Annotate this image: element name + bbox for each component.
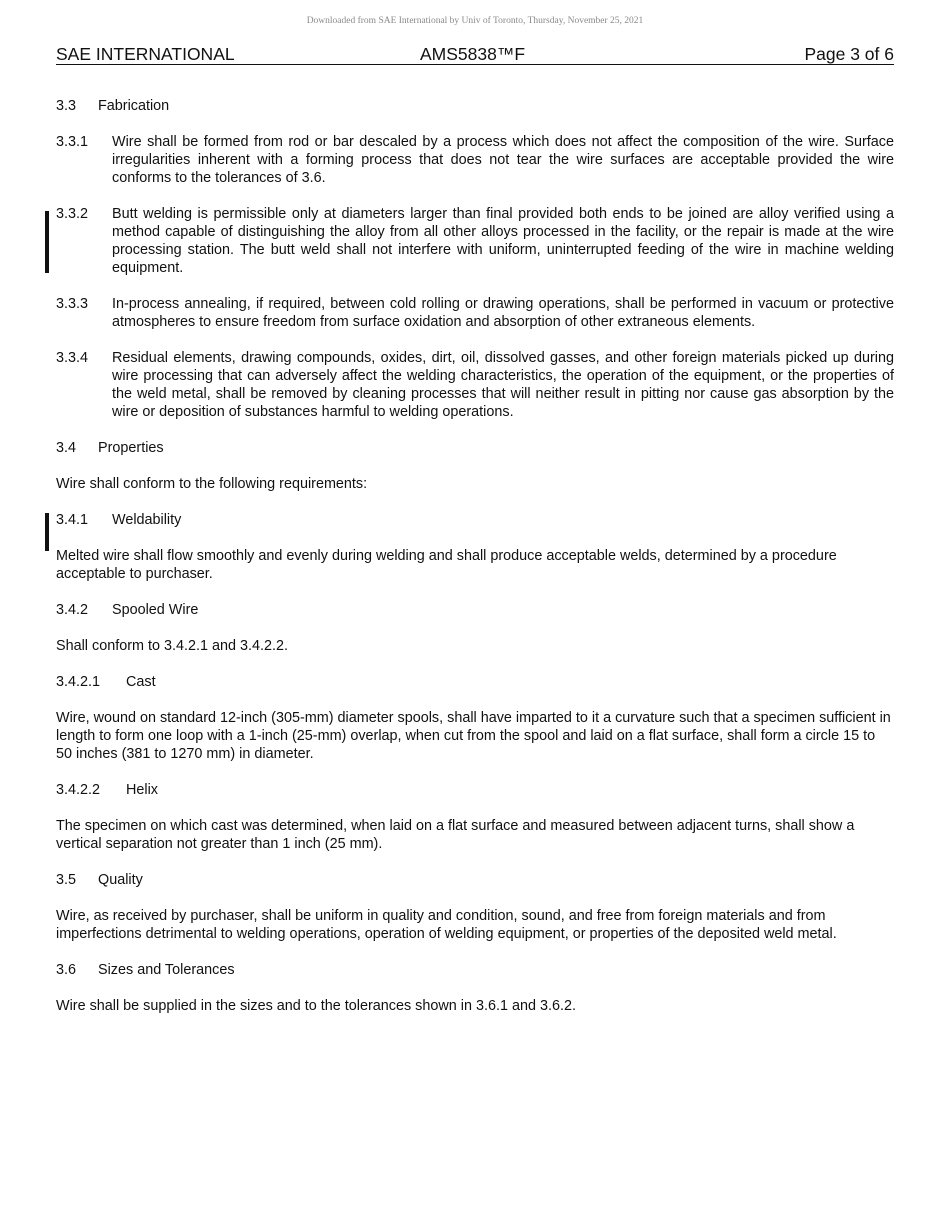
list-item (56, 205, 894, 277)
item-text: Butt welding is permissible only at diameters larger than final provided both ends to be joined are alloy verified using a method capable of distinguishing the alloy from all other alloys processed in the facility, or the repair is made at the wire processing station. The butt weld shall not interfere with uniform, uninterrupted feeding of the wire in machine welding equipment. (112, 206, 894, 276)
header-page-number: Page 3 of 6 (804, 44, 894, 64)
section-paragraph: Melted wire shall flow smoothly and evenly during welding and shall produce acceptable welds, determined by a procedure acceptable to purchaser. (56, 548, 837, 582)
section-title: Weldability (112, 512, 182, 528)
section-title: Quality (98, 872, 143, 888)
section-paragraph: The specimen on which cast was determined, when laid on a flat surface and measured between adjacent turns, shall show a vertical separation not greater than 1 inch (25 mm). (56, 818, 855, 852)
section-number: 3.4.2 (56, 602, 89, 618)
page-header (56, 44, 894, 65)
list-item (56, 349, 894, 421)
section-heading-3-4-2-1 (56, 673, 894, 691)
revision-change-bar (45, 211, 49, 273)
section-title: Properties (98, 440, 164, 456)
section-number: 3.4 (56, 440, 77, 456)
section-paragraph: Wire shall conform to the following requirements: (56, 476, 368, 492)
section-heading-3-5 (56, 871, 894, 889)
section-heading-3-4-1 (56, 511, 894, 529)
section-title: Sizes and Tolerances (98, 962, 235, 978)
document-body (56, 97, 894, 1015)
section-number: 3.4.1 (56, 512, 89, 528)
list-item (56, 295, 894, 331)
item-text: In-process annealing, if required, between cold rolling or drawing operations, shall be performed in vacuum or protective atmospheres to ensure freedom from surface oxidation and absorption of other extraneous elements. (112, 296, 894, 330)
section-number: 3.4.2.1 (56, 674, 101, 690)
header-organization: SAE INTERNATIONAL (56, 44, 235, 64)
section-number: 3.4.2.2 (56, 782, 101, 798)
section-number: 3.6 (56, 962, 77, 978)
section-title: Spooled Wire (112, 602, 199, 618)
revision-change-bar (45, 513, 49, 551)
item-number: 3.3.3 (56, 296, 89, 312)
item-number: 3.3.2 (56, 206, 89, 222)
item-text: Wire shall be formed from rod or bar descaled by a process which does not affect the composition of the wire. Surface irregularities inherent with a forming process that does not tear the wire surfaces are acceptable provided the wire conforms to the tolerances of 3.6. (112, 134, 894, 186)
section-number: 3.5 (56, 872, 77, 888)
section-heading-3-4 (56, 439, 894, 457)
section-paragraph: Wire shall be supplied in the sizes and to the tolerances shown in 3.6.1 and 3.6.2. (56, 998, 576, 1014)
download-watermark: Downloaded from SAE International by Univ of Toronto, Thursday, November 25, 2021 (306, 16, 644, 26)
section-heading-3-3 (56, 97, 894, 115)
section-title: Fabrication (98, 98, 170, 114)
section-title: Helix (126, 782, 158, 798)
section-heading-3-6 (56, 961, 894, 979)
section-paragraph: Wire, wound on standard 12-inch (305-mm) diameter spools, shall have imparted to it a curvature such that a specimen sufficient in length to form one loop with a 1-inch (25-mm) overlap, when cut from the spool and laid on a flat surface, shall form a circle 15 to 50 inches (381 to 1270 mm) in diameter. (56, 710, 891, 762)
section-paragraph: Shall conform to 3.4.2.1 and 3.4.2.2. (56, 638, 288, 654)
header-document-number: AMS5838™F (420, 44, 526, 64)
section-title: Cast (126, 674, 156, 690)
item-number: 3.3.1 (56, 134, 89, 150)
item-number: 3.3.4 (56, 350, 89, 366)
section-number: 3.3 (56, 98, 77, 114)
section-heading-3-4-2-2 (56, 781, 894, 799)
list-item (56, 133, 894, 187)
item-text: Residual elements, drawing compounds, oxides, dirt, oil, dissolved gasses, and other foreign materials picked up during wire processing that can adversely affect the welding characteristics, the operation of the equipment, or the properties of the weld metal, shall be removed by cleaning processes that will neither result in pitting nor cause gas absorption by the wire or deposition of substances harmful to welding operations. (112, 350, 894, 420)
section-paragraph: Wire, as received by purchaser, shall be uniform in quality and condition, sound, and free from foreign materials and from imperfections detrimental to welding operations, operation of welding equipment, or properties of the deposited weld metal. (56, 908, 837, 942)
section-heading-3-4-2 (56, 601, 894, 619)
